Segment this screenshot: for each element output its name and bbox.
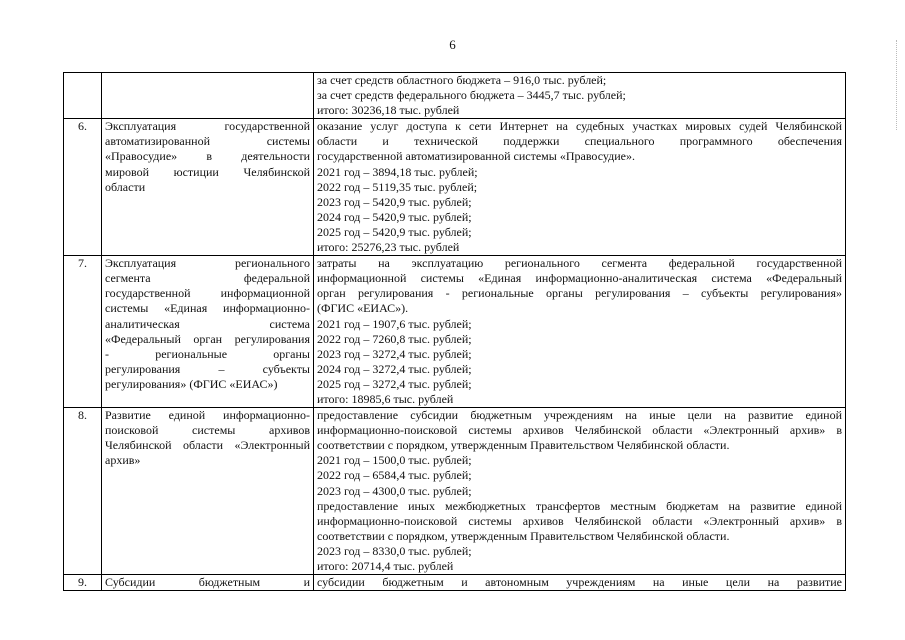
text-line: 2022 год – 6584,4 тыс. рублей; (317, 468, 472, 483)
text-line: (ФГИС «ЕИАС»). (317, 301, 409, 316)
text-line: итого: 18985,6 тыс. рублей (317, 391, 454, 406)
text-line: регулирования – субъекты (105, 361, 310, 376)
text-line: информационно-поисковой системы архивов Челябинской области «Электронный архив» в (317, 513, 842, 528)
text-line: 2021 год – 1500,0 тыс. рублей; (317, 453, 472, 468)
row-number-cell: 7. (64, 256, 102, 408)
text-line: 2025 год – 3272,4 тыс. рублей; (317, 376, 472, 391)
row-number-cell: 8. (64, 408, 102, 575)
activity-name-cell (102, 408, 314, 575)
activity-description-cell (314, 73, 846, 119)
text-line: «Правосудие» в деятельности (105, 149, 310, 164)
page-number: 6 (449, 37, 456, 52)
text-line: Челябинской области «Электронный (105, 438, 310, 453)
text-line: поисковой системы архивов (105, 423, 310, 438)
text-line: затраты на эксплуатацию регионального сегмента федеральной государственной (317, 256, 842, 271)
text-line: предоставление субсидии бюджетным учреждениям на иные цели на развитие единой (317, 408, 842, 423)
text-line: 2024 год – 5420,9 тыс. рублей; (317, 209, 472, 224)
activity-description-cell (314, 256, 846, 408)
text-line: 2025 год – 5420,9 тыс. рублей; (317, 224, 472, 239)
text-line: архив» (105, 453, 141, 468)
text-line: системы «Единая информационно- (105, 301, 310, 316)
text-line: информационной системы «Единая информационно-аналитическая система «Федеральный (317, 271, 842, 286)
activity-name-cell (102, 119, 314, 256)
text-line: области и технической поддержки специального программного обеспечения (317, 134, 842, 149)
text-line: аналитическая система (105, 316, 310, 331)
row-number-cell: 6. (64, 119, 102, 256)
text-line: 2024 год – 3272,4 тыс. рублей; (317, 361, 472, 376)
text-line: Развитие единой информационно- (105, 408, 310, 423)
text-line: - региональные органы (105, 346, 310, 361)
text-line: предоставление иных межбюджетных трансфертов местным бюджетам на развитие единой (317, 498, 842, 513)
text-line: 2023 год – 3272,4 тыс. рублей; (317, 346, 472, 361)
text-line: мировой юстиции Челябинской (105, 164, 310, 179)
text-line: государственной информационной (105, 286, 310, 301)
text-line: за счет средств областного бюджета – 916,0 тыс. рублей; (317, 73, 607, 87)
text-line: 2023 год – 5420,9 тыс. рублей; (317, 194, 472, 209)
text-line: «Федеральный орган регулирования (105, 331, 310, 346)
table-row (64, 408, 846, 575)
program-activities-table (63, 72, 846, 591)
text-line: информационно-поисковой системы архивов Челябинской области «Электронный архив» в (317, 423, 842, 438)
table-row (64, 119, 846, 256)
activity-description-cell (314, 119, 846, 256)
text-line: итого: 30236,18 тыс. рублей (317, 103, 460, 118)
text-line: за счет средств федерального бюджета – 3445,7 тыс. рублей; (317, 88, 626, 103)
activity-name-cell (102, 73, 314, 119)
text-line: 2021 год – 1907,6 тыс. рублей; (317, 316, 472, 331)
row-number-cell (64, 73, 102, 119)
text-line: субсидии бюджетным и автономным учреждениям на иные цели на развитие (317, 575, 842, 590)
table-row (64, 73, 846, 119)
text-line: области (105, 179, 146, 194)
text-line: Субсидии бюджетным и (105, 575, 310, 590)
row-number-cell: 9. (64, 575, 102, 591)
text-line: регулирования» (ФГИС «ЕИАС») (105, 376, 278, 391)
text-line: автоматизированной системы (105, 134, 310, 149)
scan-edge-mark (896, 40, 903, 130)
table-body (64, 73, 846, 591)
text-line: соответствии с порядком, утвержденным Правительством Челябинской области. (317, 438, 730, 453)
text-line: оказание услуг доступа к сети Интернет на судебных участках мировых судей Челябинской (317, 119, 842, 134)
text-line: Эксплуатация государственной (105, 119, 310, 134)
text-line: 2022 год – 7260,8 тыс. рублей; (317, 331, 472, 346)
text-line: итого: 25276,23 тыс. рублей (317, 240, 460, 255)
activity-description-cell (314, 408, 846, 575)
text-line: соответствии с порядком, утвержденным Правительством Челябинской области. (317, 528, 730, 543)
text-line: итого: 20714,4 тыс. рублей (317, 559, 454, 573)
text-line: сегмента федеральной (105, 271, 310, 286)
text-line: 2021 год – 3894,18 тыс. рублей; (317, 164, 478, 179)
activity-name-cell (102, 256, 314, 408)
text-line: 2022 год – 5119,35 тыс. рублей; (317, 179, 478, 194)
activity-description-cell (314, 575, 846, 591)
text-line: орган регулирования - региональные органы регулирования – субъекты регулирования» (317, 286, 842, 301)
activity-name-cell (102, 575, 314, 591)
text-line: государственной автоматизированной системы «Правосудие». (317, 149, 635, 164)
table-row (64, 256, 846, 408)
text-line: 2023 год – 4300,0 тыс. рублей; (317, 483, 472, 498)
text-line: 2023 год – 8330,0 тыс. рублей; (317, 543, 472, 558)
table-row (64, 575, 846, 591)
text-line: Эксплуатация регионального (105, 256, 310, 271)
